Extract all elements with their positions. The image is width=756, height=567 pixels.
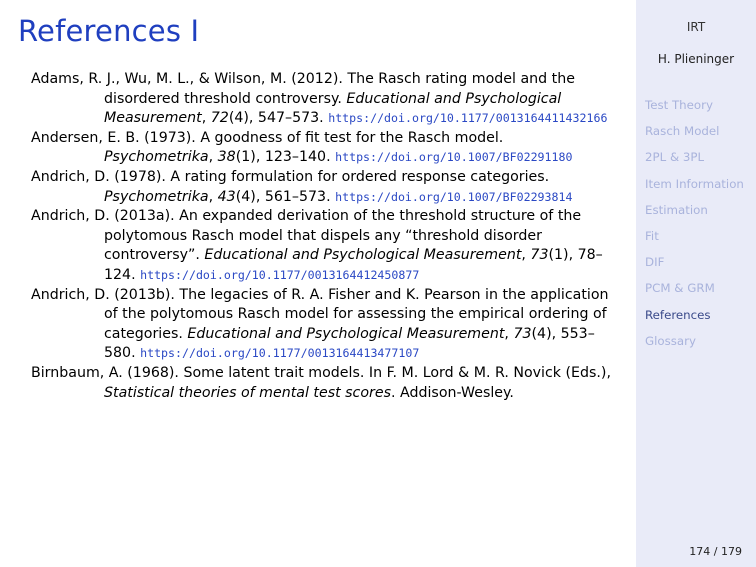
ref-text: ,: [521, 247, 531, 264]
ref-text: ,: [504, 325, 514, 342]
ref-pages: (4), 553–580.: [104, 325, 595, 362]
doi-link[interactable]: https://doi.org/10.1007/BF02291180: [335, 150, 573, 165]
ref-pages: (4), 561–573.: [235, 188, 331, 205]
ref-text: ,: [201, 110, 211, 127]
doi-link[interactable]: https://doi.org/10.1177/0013164411432166: [328, 111, 608, 126]
ref-text: ,: [208, 149, 218, 166]
slide-title: References I: [18, 14, 200, 48]
sidebar-item-estimation[interactable]: Estimation: [645, 202, 708, 217]
ref-journal: Educational and Psychological Measurement: [187, 325, 505, 342]
reference-list: [31, 70, 616, 403]
sidebar-item-dif[interactable]: DIF: [645, 255, 665, 270]
ref-pages: (4), 547–573.: [228, 110, 324, 127]
reference-item: [31, 70, 616, 129]
ref-journal: Educational and Psychological Measurement: [104, 90, 562, 127]
page-number: 174 / 179: [689, 545, 742, 558]
ref-volume: 73: [530, 247, 549, 264]
ref-text: . Addison-Wesley.: [391, 384, 514, 401]
sidebar-item-glossary[interactable]: Glossary: [645, 333, 696, 348]
ref-volume: 38: [217, 149, 236, 166]
reference-item: [31, 168, 616, 207]
ref-journal: Psychometrika: [104, 188, 209, 205]
reference-item: [31, 364, 616, 403]
sidebar-item-item-information[interactable]: Item Information: [645, 176, 744, 191]
sidebar-item-references[interactable]: References: [645, 307, 711, 322]
sidebar-item-pcm-grm[interactable]: PCM & GRM: [645, 281, 715, 296]
ref-journal: Educational and Psychological Measurement: [204, 247, 522, 264]
doi-link[interactable]: https://doi.org/10.1007/BF02293814: [335, 189, 573, 204]
ref-text: Andrich, D. (2013a). An expanded derivation of the threshold structure of the polytomous Rasch model that dispels any “threshold disorder controversy”.: [31, 208, 582, 264]
sidebar-title: IRT: [686, 20, 706, 34]
ref-text: Adams, R. J., Wu, M. L., & Wilson, M. (2012). The Rasch rating model and the disordered threshold controversy.: [31, 71, 575, 107]
ref-pages: (1), 123–140.: [235, 149, 331, 166]
sidebar: [636, 0, 756, 567]
sidebar-item-2pl-3pl[interactable]: 2PL & 3PL: [645, 150, 705, 165]
reference-item: [31, 286, 616, 364]
ref-text: Andersen, E. B. (1973). A goodness of fit test for the Rasch model.: [31, 129, 504, 146]
sidebar-nav: [645, 92, 744, 354]
ref-text: ,: [208, 188, 218, 205]
ref-pages: (1), 78–124.: [104, 247, 603, 283]
sidebar-item-test-theory[interactable]: Test Theory: [645, 98, 713, 112]
reference-item: [31, 207, 616, 285]
ref-volume: 43: [217, 188, 236, 205]
sidebar-author: H. Plieninger: [657, 52, 735, 66]
sidebar-item-rasch-model[interactable]: Rasch Model: [645, 124, 720, 139]
doi-link[interactable]: https://doi.org/10.1177/0013164413477107: [140, 346, 420, 361]
sidebar-item-fit[interactable]: Fit: [645, 229, 659, 244]
ref-text: Andrich, D. (2013b). The legacies of R. A. Fisher and K. Pearson in the application of the polytomous Rasch model for assessing the empirical ordering of categories.: [31, 286, 609, 342]
ref-book-title: Statistical theories of mental test scores: [104, 384, 391, 401]
reference-item: [31, 129, 616, 168]
ref-text: Andrich, D. (1978). A rating formulation for ordered response categories.: [31, 168, 550, 185]
ref-text: Birnbaum, A. (1968). Some latent trait models. In F. M. Lord & M. R. Novick (Eds.),: [31, 364, 611, 381]
doi-link[interactable]: https://doi.org/10.1177/0013164412450877: [140, 267, 420, 282]
ref-volume: 73: [513, 325, 532, 342]
ref-volume: 72: [210, 110, 229, 127]
ref-journal: Psychometrika: [104, 149, 209, 166]
